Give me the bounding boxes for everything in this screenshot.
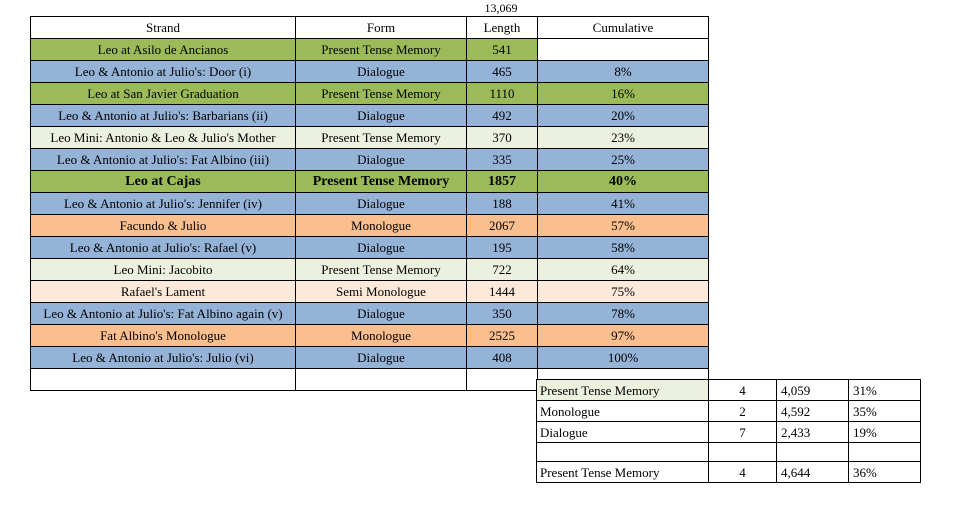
cell-strand[interactable]: Leo & Antonio at Julio's: Fat Albino again (v) bbox=[31, 303, 296, 325]
cell-length[interactable]: 370 bbox=[467, 127, 538, 149]
header-length[interactable]: Length bbox=[467, 17, 538, 39]
cell-cumulative[interactable]: 8% bbox=[538, 61, 709, 83]
summary-row bbox=[537, 443, 921, 462]
summary-row bbox=[537, 462, 921, 483]
summary-form[interactable] bbox=[537, 443, 709, 462]
cell-length[interactable]: 408 bbox=[467, 347, 538, 369]
cell-cumulative[interactable]: 41% bbox=[538, 193, 709, 215]
cell-strand[interactable]: Fat Albino's Monologue bbox=[31, 325, 296, 347]
summary-form[interactable]: Monologue bbox=[537, 401, 709, 422]
table-row bbox=[31, 303, 709, 325]
table-row bbox=[31, 105, 709, 127]
summary-count[interactable]: 7 bbox=[709, 422, 777, 443]
table-row bbox=[31, 215, 709, 237]
table-row bbox=[31, 347, 709, 369]
cell-strand[interactable]: Leo at Cajas bbox=[31, 171, 296, 193]
cell-cumulative[interactable]: 58% bbox=[538, 237, 709, 259]
summary-length[interactable]: 4,644 bbox=[777, 462, 849, 483]
cell-length[interactable]: 541 bbox=[467, 39, 538, 61]
cell-strand[interactable]: Leo & Antonio at Julio's: Door (i) bbox=[31, 61, 296, 83]
cell-length[interactable]: 2067 bbox=[467, 215, 538, 237]
summary-length[interactable]: 4,592 bbox=[777, 401, 849, 422]
header-strand[interactable]: Strand bbox=[31, 17, 296, 39]
header-row bbox=[31, 17, 709, 39]
cell-form[interactable]: Monologue bbox=[296, 325, 467, 347]
strand-table bbox=[30, 16, 709, 391]
summary-count[interactable]: 4 bbox=[709, 380, 777, 401]
cell-form[interactable]: Dialogue bbox=[296, 237, 467, 259]
cell-length[interactable]: 492 bbox=[467, 105, 538, 127]
summary-row bbox=[537, 401, 921, 422]
cell-cumulative[interactable] bbox=[538, 39, 709, 61]
table-row bbox=[31, 171, 709, 193]
cell-cumulative[interactable]: 25% bbox=[538, 149, 709, 171]
summary-percent[interactable] bbox=[849, 443, 921, 462]
summary-row bbox=[537, 422, 921, 443]
table-row bbox=[31, 61, 709, 83]
cell-cumulative[interactable]: 100% bbox=[538, 347, 709, 369]
cell-form[interactable]: Dialogue bbox=[296, 105, 467, 127]
empty-cell[interactable] bbox=[296, 369, 467, 391]
cell-length[interactable]: 465 bbox=[467, 61, 538, 83]
cell-cumulative[interactable]: 97% bbox=[538, 325, 709, 347]
summary-count[interactable] bbox=[709, 443, 777, 462]
table-row bbox=[31, 193, 709, 215]
header-form[interactable]: Form bbox=[296, 17, 467, 39]
table-row bbox=[31, 149, 709, 171]
empty-cell[interactable] bbox=[467, 369, 538, 391]
cell-strand[interactable]: Leo & Antonio at Julio's: Rafael (v) bbox=[31, 237, 296, 259]
cell-strand[interactable]: Facundo & Julio bbox=[31, 215, 296, 237]
summary-length[interactable] bbox=[777, 443, 849, 462]
table-row bbox=[31, 281, 709, 303]
summary-percent[interactable]: 36% bbox=[849, 462, 921, 483]
cell-form[interactable]: Monologue bbox=[296, 215, 467, 237]
total-length-cell[interactable]: 13,069 bbox=[484, 1, 518, 15]
cell-strand[interactable]: Leo & Antonio at Julio's: Fat Albino (iii) bbox=[31, 149, 296, 171]
cell-length[interactable]: 1857 bbox=[467, 171, 538, 193]
cell-form[interactable]: Present Tense Memory bbox=[296, 39, 467, 61]
table-row bbox=[31, 83, 709, 105]
cell-form[interactable]: Dialogue bbox=[296, 61, 467, 83]
table-row bbox=[31, 39, 709, 61]
cell-form[interactable]: Dialogue bbox=[296, 149, 467, 171]
summary-form[interactable]: Present Tense Memory bbox=[537, 380, 709, 401]
cell-length[interactable]: 1110 bbox=[467, 83, 538, 105]
cell-strand[interactable]: Leo at Asilo de Ancianos bbox=[31, 39, 296, 61]
summary-percent[interactable]: 35% bbox=[849, 401, 921, 422]
summary-length[interactable]: 2,433 bbox=[777, 422, 849, 443]
table-row bbox=[31, 127, 709, 149]
cell-form[interactable]: Dialogue bbox=[296, 303, 467, 325]
cell-strand[interactable]: Leo & Antonio at Julio's: Barbarians (ii) bbox=[31, 105, 296, 127]
summary-form[interactable]: Present Tense Memory bbox=[537, 462, 709, 483]
cell-cumulative[interactable]: 57% bbox=[538, 215, 709, 237]
cell-form[interactable]: Present Tense Memory bbox=[296, 171, 467, 193]
cell-length[interactable]: 335 bbox=[467, 149, 538, 171]
cell-form[interactable]: Present Tense Memory bbox=[296, 259, 467, 281]
summary-length[interactable]: 4,059 bbox=[777, 380, 849, 401]
summary-count[interactable]: 2 bbox=[709, 401, 777, 422]
cell-strand[interactable]: Leo at San Javier Graduation bbox=[31, 83, 296, 105]
cell-strand[interactable]: Leo & Antonio at Julio's: Julio (vi) bbox=[31, 347, 296, 369]
header-cumulative[interactable]: Cumulative bbox=[538, 17, 709, 39]
cell-length[interactable]: 2525 bbox=[467, 325, 538, 347]
cell-form[interactable]: Present Tense Memory bbox=[296, 127, 467, 149]
cell-cumulative[interactable]: 23% bbox=[538, 127, 709, 149]
cell-cumulative[interactable]: 78% bbox=[538, 303, 709, 325]
summary-form[interactable]: Dialogue bbox=[537, 422, 709, 443]
cell-strand[interactable]: Rafael's Lament bbox=[31, 281, 296, 303]
empty-cell[interactable] bbox=[31, 369, 296, 391]
cell-form[interactable]: Dialogue bbox=[296, 347, 467, 369]
cell-length[interactable]: 188 bbox=[467, 193, 538, 215]
table-row bbox=[31, 237, 709, 259]
cell-form[interactable]: Dialogue bbox=[296, 193, 467, 215]
cell-length[interactable]: 195 bbox=[467, 237, 538, 259]
cell-cumulative[interactable]: 40% bbox=[538, 171, 709, 193]
summary-row bbox=[537, 380, 921, 401]
cell-cumulative[interactable]: 64% bbox=[538, 259, 709, 281]
cell-strand[interactable]: Leo & Antonio at Julio's: Jennifer (iv) bbox=[31, 193, 296, 215]
cell-length[interactable]: 1444 bbox=[467, 281, 538, 303]
cell-cumulative[interactable]: 16% bbox=[538, 83, 709, 105]
cell-cumulative[interactable]: 75% bbox=[538, 281, 709, 303]
cell-length[interactable]: 722 bbox=[467, 259, 538, 281]
cell-form[interactable]: Semi Monologue bbox=[296, 281, 467, 303]
cell-form[interactable]: Present Tense Memory bbox=[296, 83, 467, 105]
cell-strand[interactable]: Leo Mini: Antonio & Leo & Julio's Mother bbox=[31, 127, 296, 149]
cell-length[interactable]: 350 bbox=[467, 303, 538, 325]
summary-percent[interactable]: 19% bbox=[849, 422, 921, 443]
cell-cumulative[interactable]: 20% bbox=[538, 105, 709, 127]
summary-table bbox=[536, 379, 921, 483]
cell-strand[interactable]: Leo Mini: Jacobito bbox=[31, 259, 296, 281]
summary-count[interactable]: 4 bbox=[709, 462, 777, 483]
table-row bbox=[31, 259, 709, 281]
summary-percent[interactable]: 31% bbox=[849, 380, 921, 401]
table-row bbox=[31, 325, 709, 347]
